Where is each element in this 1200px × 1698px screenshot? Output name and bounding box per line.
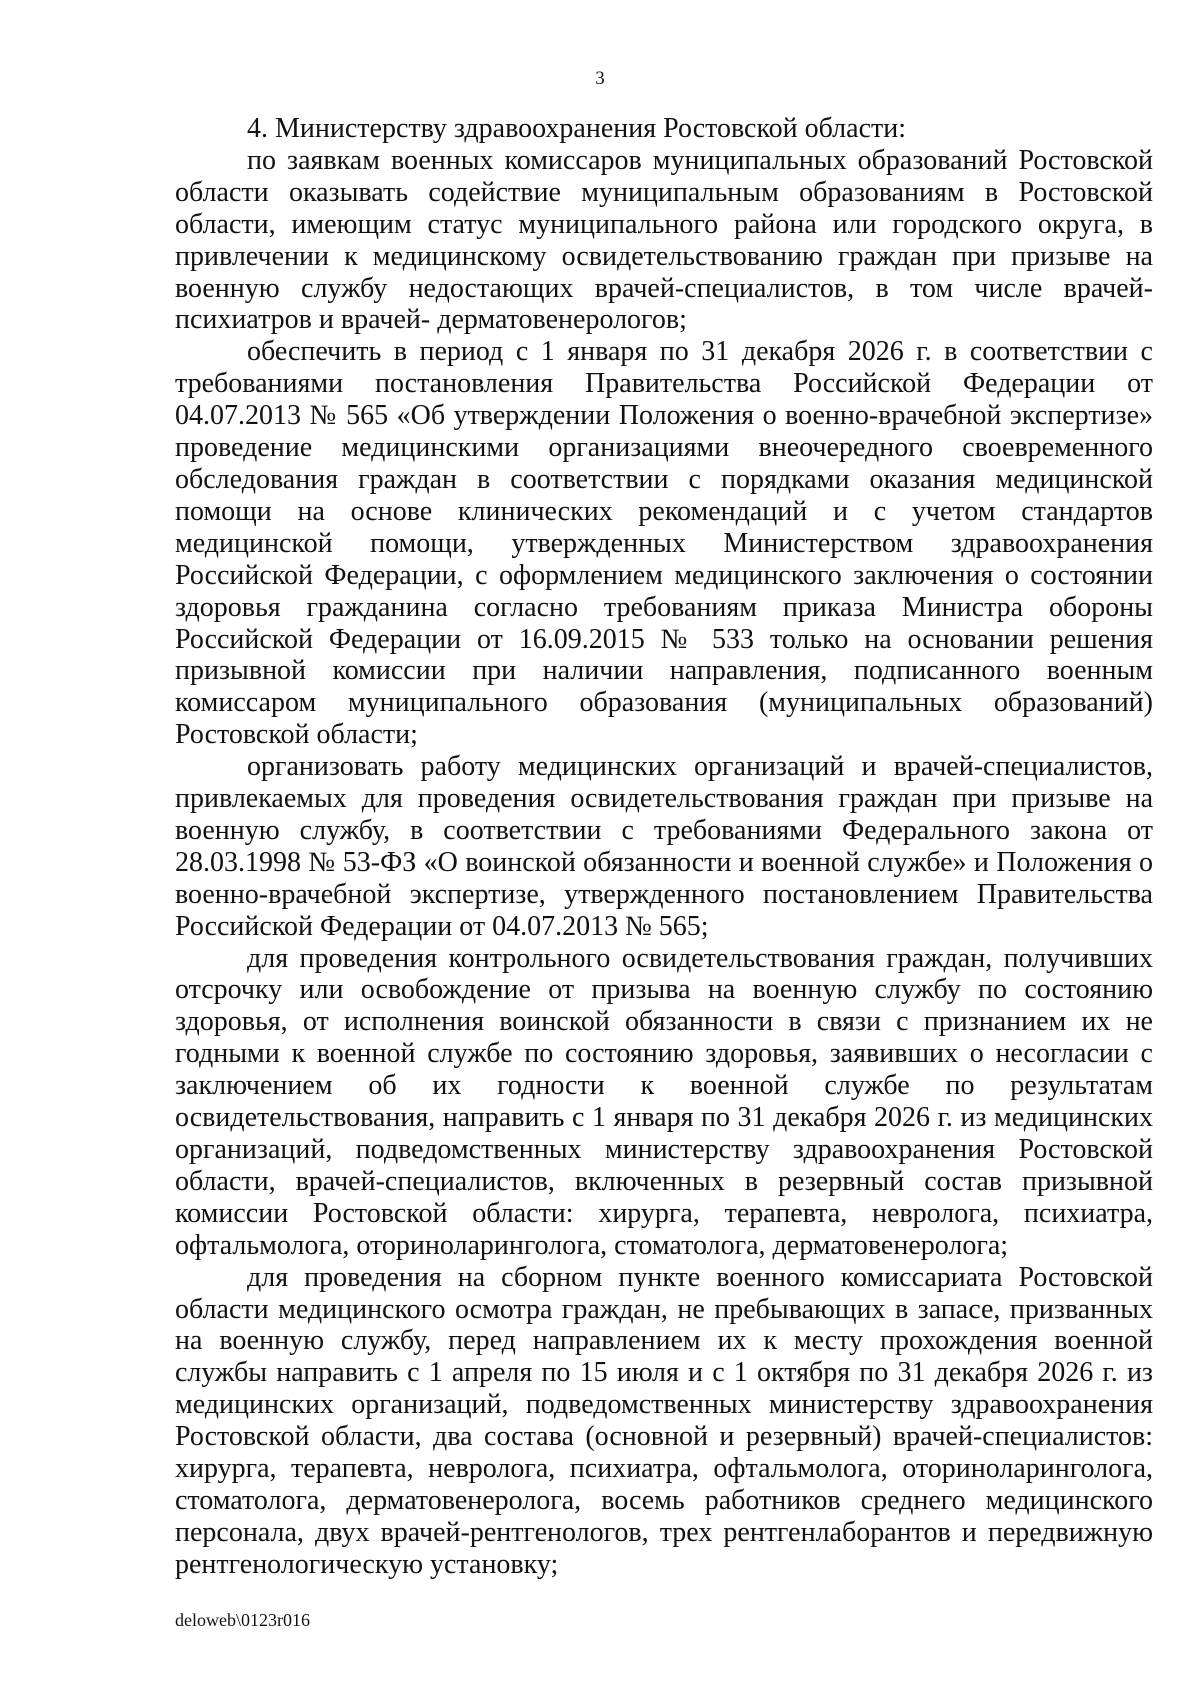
section-heading: 4. Министерству здравоохранения Ростовской области: bbox=[247, 113, 907, 144]
paragraph-2: обеспечить в период с 1 января по 31 декабря 2026 г. в соответствии с требованиями постановления Правительства Российской Федерации от 04.07.2013 № 565 «Об утверждении Положения о военно-врачебной экспертизе» проведение медицинскими организациями внеочередного своевременного обследования граждан в соответствии с порядками оказания медицинской помощи на основе клинических рекомендаций и с учетом стандартов медицинской помощи, утвержденных Министерством здравоохранения Российской Федерации, с оформлением медицинского заключения о состоянии здоровья гражданина согласно требованиям приказа Министра обороны Российской Федерации от 16.09.2015 № 533 только на основании решения призывной комиссии при наличии направления, подписанного военным комиссаром муниципального образования (муниципальных образований) Ростовской области; bbox=[175, 336, 1153, 751]
document-footer-code: deloweb\0123r016 bbox=[175, 1610, 310, 1630]
paragraph-3: организовать работу медицинских организаций и врачей-специалистов, привлекаемых для проведения освидетельствования граждан при призыве на военную службу, в соответствии с требованиями Федерального закона от 28.03.1998 № 53-ФЗ «О воинской обязанности и военной службе» и Положения о военно-врачебной экспертизе, утвержденного постановлением Правительства Российской Федерации от 04.07.2013 № 565; bbox=[175, 751, 1153, 942]
paragraph-4: для проведения контрольного освидетельствования граждан, получивших отсрочку или освобождение от призыва на военную службу по состоянию здоровья, от исполнения воинской обязанности в связи с признанием их не годными к военной службе по состоянию здоровья, заявивших о несогласии с заключением об их годности к военной службе по результатам освидетельствования, направить с 1 января по 31 декабря 2026 г. из медицинских организаций, подведомственных министерству здравоохранения Ростовской области, врачей-специалистов, включенных в резервный состав призывной комиссии Ростовской области: хирурга, терапевта, невролога, психиатра, офтальмолога, оториноларинголога, стоматолога, дерматовенеролога; bbox=[175, 942, 1153, 1261]
paragraph-1: по заявкам военных комиссаров муниципальных образований Ростовской области оказывать содействие муниципальным образованиям в Ростовской области, имеющим статус муниципального района или городского округа, в привлечении к медицинскому освидетельствованию граждан при призыве на военную службу недостающих врачей-специалистов, в том числе врачей-психиатров и врачей- дерматовенерологов; bbox=[175, 144, 1153, 336]
paragraph-5: для проведения на сборном пункте военного комиссариата Ростовской области медицинского осмотра граждан, не пребывающих в запасе, призванных на военную службу, перед направлением их к месту прохождения военной службы направить с 1 апреля по 15 июля и с 1 октября по 31 декабря 2026 г. из медицинских организаций, подведомственных министерству здравоохранения Ростовской области, два состава (основной и резервный) врачей-специалистов: хирурга, терапевта, невролога, психиатра, офтальмолога, оториноларинголога, стоматолога, дерматовенеролога, восемь работников среднего медицинского персонала, двух врачей-рентгенологов, трех рентгенлаборантов и передвижную рентгенологическую установку; bbox=[175, 1261, 1153, 1580]
page-number: 3 bbox=[595, 68, 605, 89]
document-body bbox=[175, 113, 1153, 1581]
